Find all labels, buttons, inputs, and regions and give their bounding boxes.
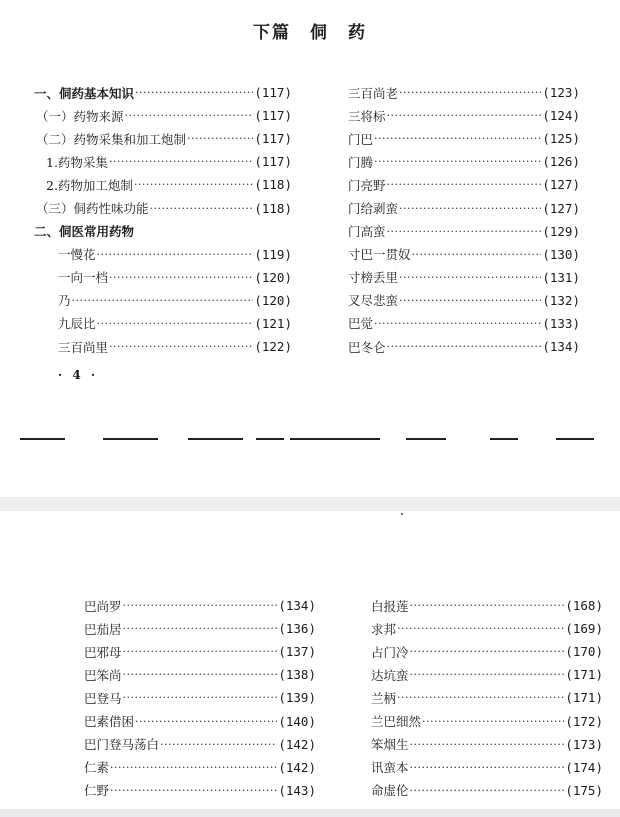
scan-artifact-line	[256, 438, 284, 440]
toc-entry	[348, 266, 580, 289]
toc-entry	[348, 104, 580, 127]
toc-entry	[34, 127, 292, 150]
toc-entry	[84, 709, 316, 732]
toc-entry-page: (120)	[254, 269, 292, 285]
toc-entry-title: 叉尽悲蛮	[348, 293, 399, 309]
toc-entry-title: 命虚伦	[371, 783, 409, 799]
toc-entry-page: (170)	[565, 644, 603, 660]
toc-entry	[34, 173, 292, 196]
dot-leader	[374, 132, 541, 145]
dot-leader	[387, 178, 542, 191]
toc-entry-page: (142)	[278, 736, 316, 752]
toc-entry-page: (143)	[278, 782, 316, 798]
dot-leader	[160, 738, 277, 751]
toc-entry-page: (120)	[254, 292, 292, 308]
dot-leader	[374, 317, 541, 330]
dot-leader	[123, 691, 278, 704]
toc-entry-title: 占门冷	[371, 644, 409, 660]
toc-entry-title: 门给剥蛮	[348, 201, 399, 217]
toc-entry-page: (129)	[542, 223, 580, 239]
toc-entry	[84, 663, 316, 686]
dot-leader	[410, 668, 565, 681]
toc-entry-page: (134)	[278, 598, 316, 614]
toc-entry-page: (169)	[565, 621, 603, 637]
toc-entry	[348, 81, 580, 104]
toc-entry-page: (171)	[565, 667, 603, 683]
toc-entry-page: (126)	[542, 154, 580, 170]
scan-artifact-line	[490, 438, 518, 440]
toc-entry	[371, 756, 603, 779]
toc-entry-page: (173)	[565, 736, 603, 752]
scan-artifact-line	[406, 438, 446, 440]
toc-entry-title: 2.药物加工炮制	[46, 177, 133, 193]
toc-entry	[371, 779, 603, 802]
toc-entry	[371, 617, 603, 640]
page-divider	[0, 497, 620, 511]
toc-entry	[371, 640, 603, 663]
toc-entry-title: 三将标	[348, 108, 386, 124]
toc-entry-page: (139)	[278, 690, 316, 706]
toc-entry	[371, 663, 603, 686]
dot-leader	[134, 178, 253, 191]
toc-entry-page: (123)	[542, 85, 580, 101]
toc-entry-title: 巴笨尚	[84, 667, 122, 683]
toc-entry-page: (127)	[542, 200, 580, 216]
toc-entry-title: （三）侗药性味功能	[36, 201, 149, 217]
scan-speck	[401, 513, 403, 515]
dot-leader	[123, 622, 278, 635]
dot-leader	[109, 340, 253, 353]
toc-entry-page: (174)	[565, 759, 603, 775]
toc-entry	[84, 686, 316, 709]
toc-entry	[371, 594, 603, 617]
toc-entry-title: 巴邪母	[84, 644, 122, 660]
toc-entry	[84, 779, 316, 802]
toc-entry-page: (124)	[542, 108, 580, 124]
scan-artifact-line	[290, 438, 380, 440]
toc-page-lower	[0, 511, 620, 817]
dot-leader	[387, 109, 542, 122]
toc-entry-title: 兰巴细然	[371, 714, 422, 730]
toc-entry	[34, 312, 292, 335]
toc-entry	[84, 756, 316, 779]
toc-left-column	[34, 81, 292, 358]
toc-entry	[84, 594, 316, 617]
dot-leader	[110, 761, 277, 774]
toc-entry	[84, 640, 316, 663]
toc-entry-page: (131)	[542, 269, 580, 285]
toc-entry-title: 二、侗医常用药物	[34, 224, 135, 240]
toc-entry-page: (119)	[254, 246, 292, 262]
toc-entry-title: 寸巴一贯奴	[348, 247, 411, 263]
toc-entry	[34, 243, 292, 266]
toc-entry	[371, 733, 603, 756]
dot-leader	[422, 715, 564, 728]
toc-entry-title: 九辰比	[58, 316, 96, 332]
toc-right-column	[371, 594, 603, 802]
toc-entry-page: (142)	[278, 759, 316, 775]
toc-entry	[34, 81, 292, 104]
toc-entry-title: 一、侗药基本知识	[34, 85, 135, 101]
toc-entry-title: 巴素借困	[84, 714, 135, 730]
dot-leader	[397, 622, 564, 635]
dot-leader	[135, 715, 277, 728]
toc-entry-title: 一向一档	[58, 270, 109, 286]
toc-entry	[348, 243, 580, 266]
toc-entry-page: (118)	[254, 200, 292, 216]
dot-leader	[123, 645, 278, 658]
dot-leader	[135, 86, 253, 99]
toc-entry	[371, 709, 603, 732]
toc-entry-title: （二）药物采集和加工炮制	[36, 131, 187, 147]
toc-entry-title: 巴尚罗	[84, 598, 122, 614]
dot-leader	[410, 738, 565, 751]
toc-entry-title: 巴冬仑	[348, 339, 386, 355]
dot-leader	[72, 294, 254, 307]
toc-entry	[34, 196, 292, 219]
toc-entry-title: 兰柄	[371, 690, 397, 706]
dot-leader	[109, 155, 253, 168]
toc-right-column	[348, 81, 580, 358]
dot-leader	[412, 248, 542, 261]
toc-entry-page: (172)	[565, 713, 603, 729]
viewer-bottom-edge	[0, 809, 620, 817]
dot-leader	[110, 784, 277, 797]
toc-entry-page: (137)	[278, 644, 316, 660]
toc-entry-title: 仁野	[84, 783, 110, 799]
dot-leader	[123, 668, 278, 681]
toc-entry	[34, 150, 292, 173]
toc-entry-page: (171)	[565, 690, 603, 706]
toc-entry-page: (130)	[542, 246, 580, 262]
toc-entry	[34, 335, 292, 358]
toc-entry-title: 1.药物采集	[46, 154, 108, 170]
toc-entry	[348, 312, 580, 335]
toc-entry-title: 三百尚里	[58, 339, 109, 355]
scan-artifact-line	[556, 438, 594, 440]
dot-leader	[397, 691, 564, 704]
toc-entry-title: 讯蛮本	[371, 760, 409, 776]
toc-entry-page: (136)	[278, 621, 316, 637]
toc-entry-title: 仁素	[84, 760, 110, 776]
toc-entry-title: 门腾	[348, 154, 374, 170]
toc-entry	[348, 289, 580, 312]
scan-artifact-line	[103, 438, 158, 440]
toc-entry-title: 巴登马	[84, 690, 122, 706]
toc-entry	[34, 266, 292, 289]
toc-entry-title: （一）药物来源	[36, 108, 124, 124]
toc-entry-title: 巴茄居	[84, 621, 122, 637]
toc-entry-title: 笨烟生	[371, 737, 409, 753]
section-title: 下篇 侗 药	[253, 23, 367, 43]
toc-entry	[348, 127, 580, 150]
toc-entry	[348, 196, 580, 219]
dot-leader	[399, 202, 541, 215]
scan-artifact-line	[188, 438, 243, 440]
toc-entry-title: 一慢花	[58, 247, 96, 263]
toc-entry-title: 乃	[58, 293, 71, 309]
toc-entry-page: (117)	[254, 85, 292, 101]
toc-entry-page: (121)	[254, 315, 292, 331]
toc-entry-page: (138)	[278, 667, 316, 683]
toc-entry	[34, 289, 292, 312]
toc-entry-title: 门高蛮	[348, 224, 386, 240]
toc-entry-page: (125)	[542, 131, 580, 147]
toc-entry	[84, 733, 316, 756]
dot-leader	[374, 155, 541, 168]
toc-entry-page: (133)	[542, 315, 580, 331]
toc-entry-page: (117)	[254, 131, 292, 147]
toc-entry	[34, 104, 292, 127]
toc-entry-title: 三百尚老	[348, 85, 399, 101]
toc-entry	[348, 335, 580, 358]
toc-entry-page: (118)	[254, 177, 292, 193]
scan-artifact-line	[20, 438, 65, 440]
dot-leader	[150, 202, 254, 215]
toc-entry-page: (134)	[542, 339, 580, 355]
toc-entry-title: 门巴	[348, 131, 374, 147]
toc-entry-title: 达坑蛮	[371, 667, 409, 683]
toc-entry-title: 寸榜丢里	[348, 270, 399, 286]
dot-leader	[109, 271, 253, 284]
toc-entry-title: 求邦	[371, 621, 397, 637]
dot-leader	[399, 86, 541, 99]
toc-entry-page: (140)	[278, 713, 316, 729]
toc-left-column	[84, 594, 316, 802]
dot-leader	[410, 761, 565, 774]
dot-leader	[187, 132, 253, 145]
toc-entry-page: (168)	[565, 598, 603, 614]
toc-entry-title: 巴门登马荡白	[84, 737, 160, 753]
toc-entry	[348, 220, 580, 243]
dot-leader	[410, 784, 565, 797]
toc-entry	[371, 686, 603, 709]
toc-entry	[84, 617, 316, 640]
dot-leader	[399, 294, 541, 307]
toc-entry	[34, 220, 292, 243]
dot-leader	[399, 271, 541, 284]
dot-leader	[410, 645, 565, 658]
dot-leader	[387, 340, 542, 353]
toc-entry-title: 门亮野	[348, 177, 386, 193]
toc-entry-page: (122)	[254, 339, 292, 355]
toc-entry-page: (117)	[254, 154, 292, 170]
dot-leader	[123, 599, 278, 612]
dot-leader	[97, 317, 254, 330]
dot-leader	[387, 225, 542, 238]
toc-entry-title: 白报莲	[371, 598, 409, 614]
dot-leader	[410, 599, 565, 612]
toc-entry-page: (127)	[542, 177, 580, 193]
toc-entry-page: (132)	[542, 292, 580, 308]
toc-entry-page: (117)	[254, 108, 292, 124]
dot-leader	[97, 248, 254, 261]
dot-leader	[125, 109, 254, 122]
toc-entry-title: 巴觉	[348, 316, 374, 332]
toc-entry	[348, 173, 580, 196]
page-number: · 4 ·	[58, 368, 99, 382]
toc-entry-page: (175)	[565, 782, 603, 798]
toc-entry	[348, 150, 580, 173]
